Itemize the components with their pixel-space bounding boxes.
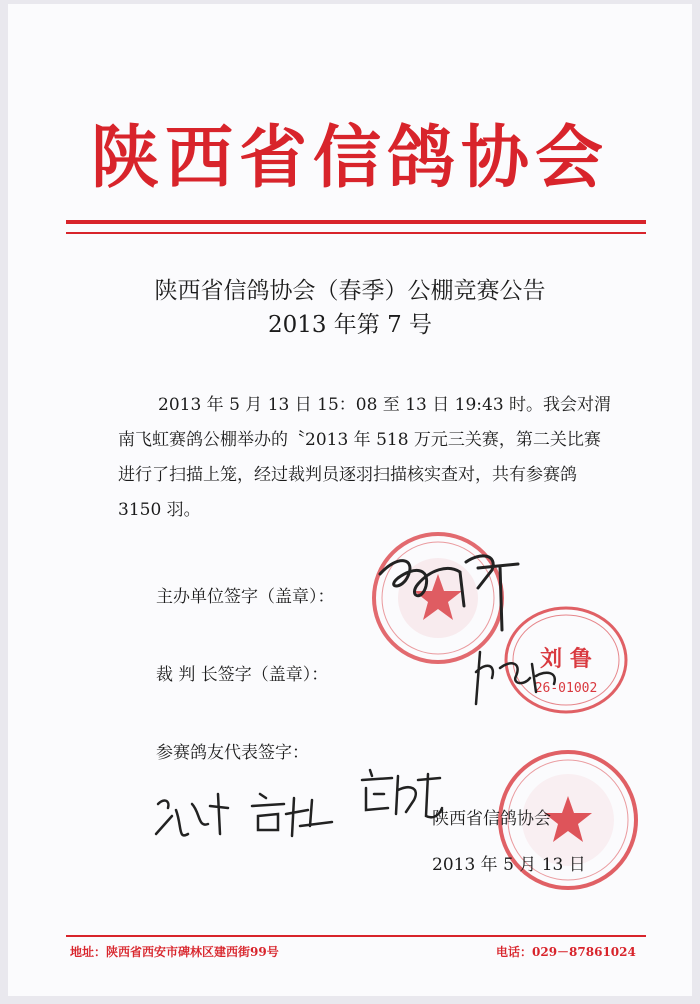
referee-seal-id: 26-01002 [534, 681, 598, 696]
announcement-number: 2013 年第 7 号 [267, 312, 433, 338]
letterhead-rule-thick [66, 220, 646, 224]
footer-phone: 电话：029－87861024 [496, 945, 636, 959]
letterhead-title: 陕西省信鸽协会 [90, 118, 609, 198]
document-page [8, 4, 692, 996]
announcement-title-line1: 陕西省信鸽协会（春季）公棚竞赛公告 [154, 278, 546, 304]
announcement-title [8, 274, 692, 342]
representatives-signatures-icon [148, 764, 448, 854]
issue-date: 2013 年 5 月 13 日 [432, 855, 586, 875]
referee-signature-icon [466, 632, 576, 712]
referee-seal-name: 刘 鲁 [540, 646, 592, 672]
footer-address: 地址：陕西省西安市碑林区建西街99号 [70, 945, 279, 959]
representatives-signature-label: 参赛鸽友代表签字： [156, 743, 309, 763]
referee-signature-label: 裁 判 长签字（盖章）： [156, 665, 329, 685]
letterhead-rule-thin [66, 232, 646, 234]
announcement-body [118, 388, 614, 528]
issuer-name: 陕西省信鸽协会 [432, 809, 551, 829]
announcement-paragraph: 2013 年 5 月 13 日 15：08 至 13 日 19:43 时。我会对渭南飞虹赛鸽公棚举办的〝2013 年 518 万元三关赛，第二关比赛进行了扫描上笼，经过裁判员逐羽扫描核实查对，共有参赛鸽 3150 羽。 [118, 395, 612, 520]
organizer-signature-label: 主办单位签字（盖章）： [156, 587, 335, 607]
organizer-signature-icon [368, 544, 538, 634]
footer-rule [66, 935, 646, 937]
